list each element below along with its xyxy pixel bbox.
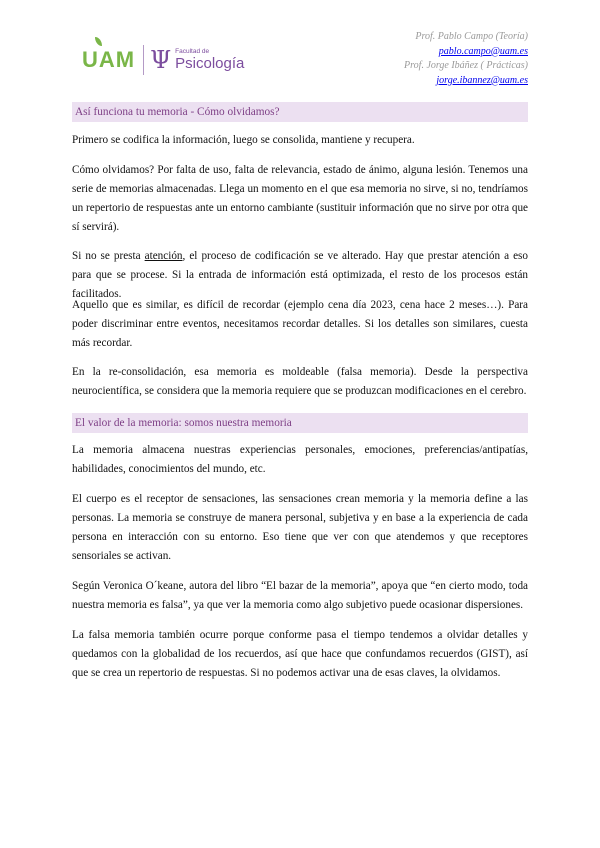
- paragraph: Aquello que es similar, es difícil de recordar (ejemplo cena día 2023, cena hace 2 meses…). Para poder discriminar entre eventos, necesitamos recordar detalles. Si los detalles son similares, cuesta más recordar.: [72, 299, 528, 349]
- paragraph: La falsa memoria también ocurre porque conforme pasa el tiempo tendemos a olvidar detalles y quedamos con la globalidad de los recuerdos, así que hace que confundamos recuerdos (GIST), así que se crea un repertorio de respuestas. Si no podemos activar una de esas claves, la olvidamos.: [72, 629, 528, 679]
- page-header: [0, 0, 600, 100]
- section-heading: [72, 413, 528, 433]
- contact-line-teacher-theory: Prof. Pablo Campo (Teoría): [415, 31, 528, 42]
- leaf-icon: [95, 37, 102, 46]
- uam-logo-text: UAM: [82, 47, 135, 73]
- faculty-title: Psicología: [175, 54, 245, 72]
- uam-psychology-logo: [82, 44, 244, 76]
- paragraph-text: Si no se presta: [72, 250, 145, 262]
- section-heading: [72, 102, 528, 122]
- contact-block: [404, 30, 528, 88]
- paragraph: Primero se codifica la información, luego se consolida, mantiene y recupera.: [72, 134, 415, 146]
- paragraph-text: , el proceso de codificación se ve alterado. Hay que prestar atención a eso para que se procese. Si la entrada de información está optimizada, el resto de los procesos están facilitados.: [72, 250, 528, 300]
- paragraph: El cuerpo es el receptor de sensaciones, las sensaciones crean memoria y la memoria define a las personas. La memoria se construye de manera personal, subjetiva y en base a la experiencia de cada persona en interacción con su entorno. Eso tiene que ver con que atendemos y que receptores sensoriales se activan.: [72, 493, 528, 562]
- faculty-label: Facultad de: [175, 48, 210, 56]
- contact-line-teacher-practice: Prof. Jorge Ibáñez ( Prácticas): [404, 60, 528, 71]
- paragraph: La memoria almacena nuestras experiencias personales, emociones, preferencias/antipatías, habilidades, conocimientos del mundo, etc.: [72, 444, 528, 475]
- contact-email-link[interactable]: pablo.campo@uam.es: [438, 45, 528, 57]
- paragraph: Según Veronica O´keane, autora del libro “El bazar de la memoria”, apoya que “en cierto modo, toda nuestra memoria es falsa”, ya que ver la memoria como algo subjetivo puede ocasionar dispersiones.: [72, 580, 528, 611]
- paragraph: Cómo olvidamos? Por falta de uso, falta de relevancia, estado de ánimo, alguna lesión. Tenemos una serie de memorias almacenadas. Llega un momento en el que esa memoria no sirve, si no, tendríamos un repertorio de respuestas ante un entorno cambiante (sustituir información que no sirve por otra que sí servirá).: [72, 164, 528, 233]
- underlined-word: atención: [144, 250, 183, 262]
- contact-email-link[interactable]: jorge.ibannez@uam.es: [436, 74, 528, 86]
- logo-divider: [143, 45, 144, 75]
- psi-icon: Ψ: [150, 46, 172, 74]
- paragraph: En la re-consolidación, esa memoria es moldeable (falsa memoria). Desde la perspectiva neurocientífica, se considera que la memoria requiere que se produzcan modificaciones en el cerebro.: [72, 366, 528, 397]
- faculty-name: [175, 49, 244, 71]
- section-heading-text: El valor de la memoria: somos nuestra memoria: [72, 413, 528, 433]
- section-heading-text: Así funciona tu memoria - Cómo olvidamos?: [72, 102, 528, 122]
